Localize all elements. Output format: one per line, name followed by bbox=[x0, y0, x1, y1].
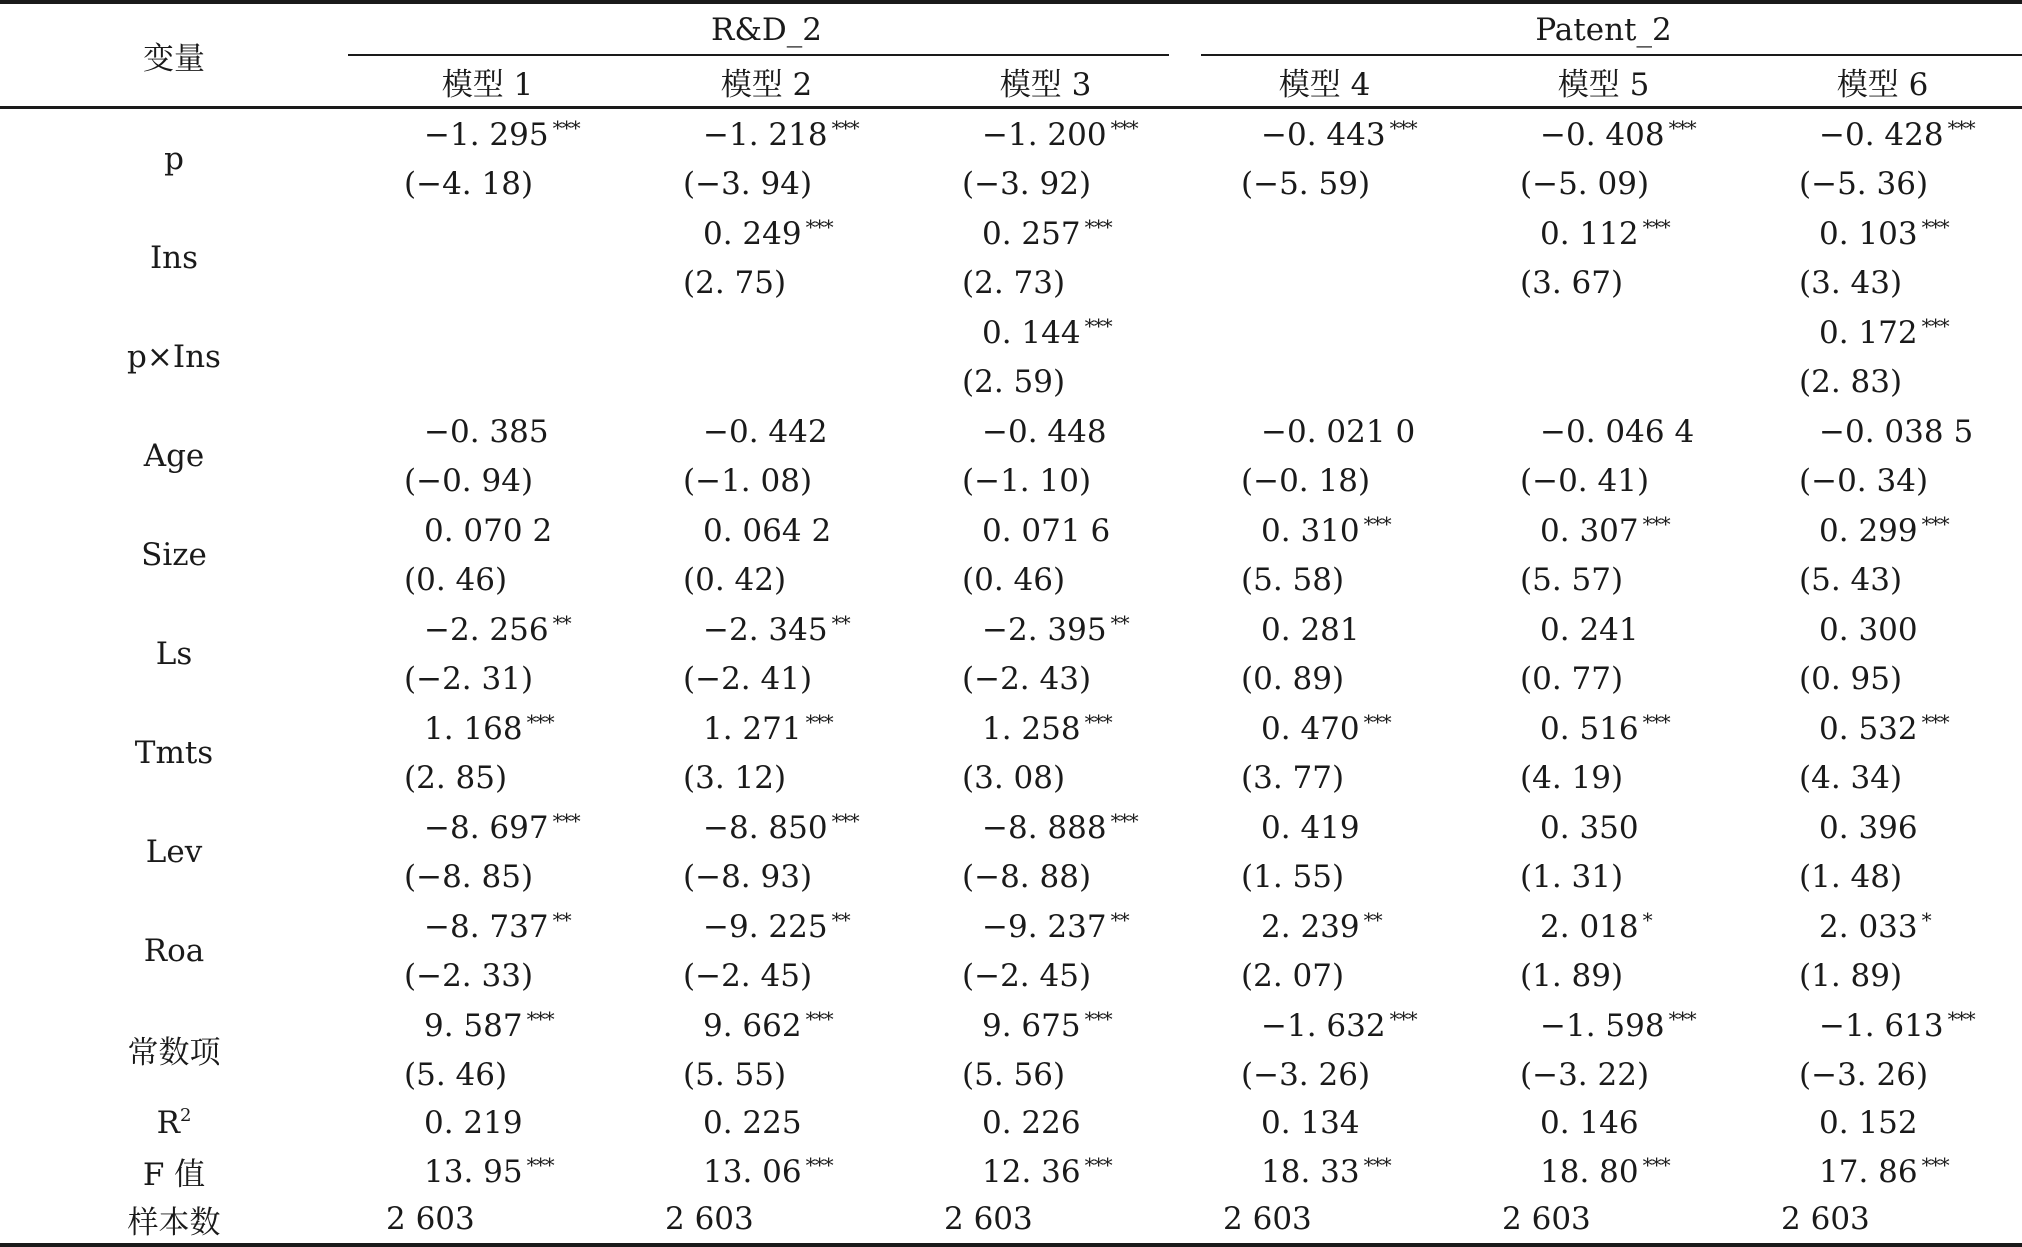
significance-marker: *** bbox=[1084, 214, 1112, 239]
significance-marker: *** bbox=[1084, 313, 1112, 338]
t-statistic-value: (−5. 09) bbox=[1520, 165, 1650, 202]
significance-marker: *** bbox=[1668, 115, 1696, 140]
coefficient-value: 0. 071 6 bbox=[982, 512, 1111, 549]
row-label: Ls bbox=[155, 635, 193, 672]
significance-marker: *** bbox=[526, 709, 554, 734]
variable-row-coefficients bbox=[0, 505, 2022, 555]
sample-size: 2 603 bbox=[665, 1201, 754, 1237]
coefficient-value: −0. 021 0 bbox=[1261, 413, 1416, 450]
t-statistic-value: (3. 12) bbox=[683, 759, 787, 796]
row-label: Age bbox=[143, 437, 205, 474]
coefficient-value: 0. 241 bbox=[1540, 611, 1639, 648]
model-header-5: 模型 5 bbox=[1557, 66, 1650, 103]
group-header-row bbox=[0, 2, 2022, 56]
row-label: Lev bbox=[145, 833, 203, 870]
t-statistic-value: (0. 46) bbox=[404, 561, 508, 598]
coefficient-value: −0. 443 *** bbox=[1261, 115, 1417, 153]
f-value: 13. 06 *** bbox=[703, 1152, 833, 1190]
significance-marker: *** bbox=[1363, 511, 1391, 536]
significance-marker: *** bbox=[1363, 1152, 1391, 1177]
significance-marker: *** bbox=[1921, 214, 1949, 239]
t-statistic-value: (5. 58) bbox=[1241, 561, 1345, 598]
t-statistic-value: (−2. 43) bbox=[962, 660, 1092, 697]
row-label-n: 样本数 bbox=[127, 1204, 221, 1241]
t-statistic-value: (1. 48) bbox=[1799, 858, 1903, 895]
t-statistic-value: (−1. 08) bbox=[683, 462, 813, 499]
significance-marker: *** bbox=[552, 808, 580, 833]
coefficient-value: 9. 675 *** bbox=[982, 1006, 1112, 1044]
t-statistic-value: (4. 19) bbox=[1520, 759, 1624, 796]
significance-marker: *** bbox=[1084, 709, 1112, 734]
row-label: Ins bbox=[149, 239, 199, 276]
coefficient-value: 0. 307 *** bbox=[1540, 511, 1670, 549]
coefficient-value: −0. 448 bbox=[982, 413, 1107, 450]
coefficient-value: −0. 038 5 bbox=[1819, 413, 1974, 450]
coefficient-value: 0. 310 *** bbox=[1261, 511, 1391, 549]
significance-marker: ** bbox=[831, 610, 850, 635]
sample-size: 2 603 bbox=[1781, 1201, 1870, 1237]
row-label: p×Ins bbox=[127, 338, 221, 375]
coefficient-value bbox=[404, 215, 428, 252]
r2-value: 0. 226 bbox=[982, 1105, 1081, 1141]
t-statistic-value: (−4. 18) bbox=[404, 165, 534, 202]
coefficient-value: −9. 237 ** bbox=[982, 907, 1129, 945]
row-label: Size bbox=[141, 536, 207, 573]
significance-marker: *** bbox=[831, 808, 859, 833]
significance-marker: *** bbox=[1084, 1006, 1112, 1031]
significance-marker: *** bbox=[1642, 214, 1670, 239]
coefficient-value: −8. 697 *** bbox=[424, 808, 580, 846]
coefficient-value: −2. 395 ** bbox=[982, 610, 1129, 648]
t-statistic-value: (5. 55) bbox=[683, 1056, 787, 1093]
t-statistic-value: (2. 73) bbox=[962, 264, 1066, 301]
t-statistic-value: (1. 31) bbox=[1520, 858, 1624, 895]
t-statistic-value: (−5. 59) bbox=[1241, 165, 1371, 202]
coefficient-value: 1. 168 *** bbox=[424, 709, 554, 747]
significance-marker: *** bbox=[1363, 709, 1391, 734]
variable-row-coefficients bbox=[0, 406, 2022, 456]
significance-marker: ** bbox=[1110, 907, 1129, 932]
variable-row-coefficients bbox=[0, 604, 2022, 654]
sample-size-row bbox=[0, 1195, 2022, 1245]
significance-marker: *** bbox=[1921, 709, 1949, 734]
row-label: Roa bbox=[143, 932, 205, 969]
r2-value: 0. 225 bbox=[703, 1105, 802, 1141]
coefficient-value: −0. 385 bbox=[424, 413, 549, 450]
significance-marker: *** bbox=[1389, 1006, 1417, 1031]
f-value: 18. 80 *** bbox=[1540, 1152, 1670, 1190]
coefficient-value: −2. 345 ** bbox=[703, 610, 850, 648]
significance-marker: *** bbox=[1389, 115, 1417, 140]
variable-row-coefficients bbox=[0, 901, 2022, 951]
f-value-row bbox=[0, 1147, 2022, 1195]
coefficient-value: 0. 419 bbox=[1261, 809, 1360, 846]
t-statistic-value: (−0. 41) bbox=[1520, 462, 1650, 499]
t-statistic-value: (−2. 31) bbox=[404, 660, 534, 697]
coefficient-value: 0. 103 *** bbox=[1819, 214, 1949, 252]
coefficient-value: −9. 225 ** bbox=[703, 907, 850, 945]
coefficient-value: 0. 281 bbox=[1261, 611, 1360, 648]
coefficient-value: −0. 408 *** bbox=[1540, 115, 1696, 153]
t-statistic-value: (−8. 85) bbox=[404, 858, 534, 895]
group-header-rd: R&D_2 bbox=[348, 2, 1185, 56]
coefficient-value: −1. 200 *** bbox=[982, 115, 1138, 153]
sample-size: 2 603 bbox=[1502, 1201, 1591, 1237]
t-statistic-value: (5. 57) bbox=[1520, 561, 1624, 598]
t-statistic-value: (−0. 94) bbox=[404, 462, 534, 499]
coefficient-value: −1. 598 *** bbox=[1540, 1006, 1696, 1044]
coefficient-value: 1. 271 *** bbox=[703, 709, 833, 747]
sample-size: 2 603 bbox=[386, 1201, 475, 1237]
coefficient-value bbox=[1241, 314, 1265, 351]
significance-marker: *** bbox=[805, 214, 833, 239]
model-header-1: 模型 1 bbox=[441, 66, 534, 103]
t-statistic-value: (−5. 36) bbox=[1799, 165, 1929, 202]
coefficient-value: −1. 613 *** bbox=[1819, 1006, 1975, 1044]
t-statistic-value: (5. 46) bbox=[404, 1056, 508, 1093]
t-statistic-value: (1. 89) bbox=[1520, 957, 1624, 994]
t-statistic-value: (3. 43) bbox=[1799, 264, 1903, 301]
coefficient-value: 0. 532 *** bbox=[1819, 709, 1949, 747]
coefficient-value: 9. 662 *** bbox=[703, 1006, 833, 1044]
significance-marker: ** bbox=[831, 907, 850, 932]
t-statistic-value: (−2. 41) bbox=[683, 660, 813, 697]
significance-marker: *** bbox=[805, 709, 833, 734]
r2-value: 0. 219 bbox=[424, 1105, 523, 1141]
significance-marker: * bbox=[1921, 907, 1931, 932]
t-statistic-value: (5. 43) bbox=[1799, 561, 1903, 598]
table-body bbox=[0, 108, 2022, 1246]
t-statistic-value: (−3. 94) bbox=[683, 165, 813, 202]
f-value: 17. 86 *** bbox=[1819, 1152, 1949, 1190]
row-label-f: F 值 bbox=[142, 1156, 206, 1193]
significance-marker: *** bbox=[1921, 511, 1949, 536]
t-statistic-value: (−1. 10) bbox=[962, 462, 1092, 499]
significance-marker: *** bbox=[1642, 709, 1670, 734]
significance-marker: *** bbox=[1921, 313, 1949, 338]
coefficient-value: 0. 144 *** bbox=[982, 313, 1112, 351]
coefficient-value bbox=[1241, 215, 1265, 252]
coefficient-value: −8. 850 *** bbox=[703, 808, 859, 846]
r2-value: 0. 134 bbox=[1261, 1105, 1360, 1141]
variable-row-coefficients bbox=[0, 208, 2022, 258]
variable-header: 变量 bbox=[143, 40, 205, 77]
t-statistic-value: (3. 67) bbox=[1520, 264, 1624, 301]
sample-size: 2 603 bbox=[1223, 1201, 1312, 1237]
variable-row-coefficients bbox=[0, 703, 2022, 753]
t-statistic-value: (2. 59) bbox=[962, 363, 1066, 400]
significance-marker: *** bbox=[805, 1006, 833, 1031]
significance-marker: *** bbox=[1668, 1006, 1696, 1031]
model-header-6: 模型 6 bbox=[1836, 66, 1929, 103]
coefficient-value: −0. 046 4 bbox=[1540, 413, 1695, 450]
coefficient-value: 9. 587 *** bbox=[424, 1006, 554, 1044]
coefficient-value: −1. 632 *** bbox=[1261, 1006, 1417, 1044]
significance-marker: *** bbox=[1947, 115, 1975, 140]
coefficient-value bbox=[1520, 314, 1544, 351]
t-statistic-value: (−3. 22) bbox=[1520, 1056, 1650, 1093]
t-statistic-value: (−3. 92) bbox=[962, 165, 1092, 202]
coefficient-value: 0. 172 *** bbox=[1819, 313, 1949, 351]
significance-marker: *** bbox=[526, 1006, 554, 1031]
t-statistic-value: (2. 75) bbox=[683, 264, 787, 301]
significance-marker: *** bbox=[1642, 511, 1670, 536]
coefficient-value: 0. 350 bbox=[1540, 809, 1639, 846]
t-statistic-value: (−3. 26) bbox=[1241, 1056, 1371, 1093]
t-statistic-value: (4. 34) bbox=[1799, 759, 1903, 796]
significance-marker: ** bbox=[552, 610, 571, 635]
coefficient-value: 0. 396 bbox=[1819, 809, 1918, 846]
t-statistic-value: (2. 07) bbox=[1241, 957, 1345, 994]
t-statistic-value: (−2. 45) bbox=[683, 957, 813, 994]
significance-marker: *** bbox=[805, 1152, 833, 1177]
significance-marker: ** bbox=[552, 907, 571, 932]
significance-marker: * bbox=[1642, 907, 1652, 932]
row-label: 常数项 bbox=[127, 1035, 221, 1071]
t-statistic-value: (−0. 34) bbox=[1799, 462, 1929, 499]
t-statistic-value: (1. 89) bbox=[1799, 957, 1903, 994]
coefficient-value: 0. 257 *** bbox=[982, 214, 1112, 252]
t-statistic-value: (−3. 26) bbox=[1799, 1056, 1929, 1093]
coefficient-value: −1. 218 *** bbox=[703, 115, 859, 153]
f-value: 12. 36 *** bbox=[982, 1152, 1112, 1190]
row-label: p bbox=[164, 140, 184, 177]
coefficient-value: −1. 295 *** bbox=[424, 115, 580, 153]
significance-marker: *** bbox=[552, 115, 580, 140]
f-value: 13. 95 *** bbox=[424, 1152, 554, 1190]
t-statistic-value: (3. 77) bbox=[1241, 759, 1345, 796]
coefficient-value: −8. 737 ** bbox=[424, 907, 571, 945]
coefficient-value: 0. 299 *** bbox=[1819, 511, 1949, 549]
coefficient-value: 0. 112 *** bbox=[1540, 214, 1670, 252]
significance-marker: *** bbox=[1642, 1152, 1670, 1177]
t-statistic-value: (0. 77) bbox=[1520, 660, 1624, 697]
significance-marker: *** bbox=[1947, 1006, 1975, 1031]
t-statistic-value: (0. 95) bbox=[1799, 660, 1903, 697]
coefficient-value: −8. 888 *** bbox=[982, 808, 1138, 846]
t-statistic-value: (0. 42) bbox=[683, 561, 787, 598]
coefficient-value: 2. 239 ** bbox=[1261, 907, 1382, 945]
coefficient-value: −0. 442 bbox=[703, 413, 828, 450]
t-statistic-value: (−8. 93) bbox=[683, 858, 813, 895]
row-label: Tmts bbox=[134, 734, 214, 771]
t-statistic-value: (2. 85) bbox=[404, 759, 508, 796]
model-header-2: 模型 2 bbox=[720, 66, 813, 103]
t-statistic-value: (0. 46) bbox=[962, 561, 1066, 598]
t-statistic-value: (5. 56) bbox=[962, 1056, 1066, 1093]
model-header-4: 模型 4 bbox=[1278, 66, 1371, 103]
coefficient-value: 0. 070 2 bbox=[424, 512, 553, 549]
coefficient-value bbox=[404, 314, 428, 351]
f-value: 18. 33 *** bbox=[1261, 1152, 1391, 1190]
coefficient-value: 0. 470 *** bbox=[1261, 709, 1391, 747]
t-statistic-value: (2. 83) bbox=[1799, 363, 1903, 400]
coefficient-value: 2. 033 * bbox=[1819, 907, 1931, 945]
coefficient-value bbox=[683, 314, 707, 351]
coefficient-value: 0. 300 bbox=[1819, 611, 1918, 648]
significance-marker: *** bbox=[1110, 115, 1138, 140]
t-statistic-value: (0. 89) bbox=[1241, 660, 1345, 697]
group-header-patent: Patent_2 bbox=[1185, 2, 2022, 56]
significance-marker: *** bbox=[1921, 1152, 1949, 1177]
model-header-3: 模型 3 bbox=[999, 66, 1092, 103]
t-statistic-value: (−8. 88) bbox=[962, 858, 1092, 895]
t-statistic-value: (−2. 45) bbox=[962, 957, 1092, 994]
t-statistic-value: (−0. 18) bbox=[1241, 462, 1371, 499]
variable-row-coefficients bbox=[0, 307, 2022, 357]
significance-marker: *** bbox=[831, 115, 859, 140]
t-statistic-value: (1. 55) bbox=[1241, 858, 1345, 895]
t-statistic-value: (−2. 33) bbox=[404, 957, 534, 994]
coefficient-value: 2. 018 * bbox=[1540, 907, 1652, 945]
significance-marker: ** bbox=[1363, 907, 1382, 932]
sample-size: 2 603 bbox=[944, 1201, 1033, 1237]
coefficient-value: 0. 249 *** bbox=[703, 214, 833, 252]
variable-row-coefficients bbox=[0, 1000, 2022, 1050]
r2-row bbox=[0, 1099, 2022, 1147]
coefficient-value: −0. 428 *** bbox=[1819, 115, 1975, 153]
significance-marker: *** bbox=[526, 1152, 554, 1177]
t-statistic-value: (3. 08) bbox=[962, 759, 1066, 796]
significance-marker: ** bbox=[1110, 610, 1129, 635]
r2-value: 0. 152 bbox=[1819, 1105, 1918, 1141]
coefficient-value: −2. 256 ** bbox=[424, 610, 571, 648]
coefficient-value: 1. 258 *** bbox=[982, 709, 1112, 747]
coefficient-value: 0. 064 2 bbox=[703, 512, 832, 549]
coefficient-value: 0. 516 *** bbox=[1540, 709, 1670, 747]
significance-marker: *** bbox=[1110, 808, 1138, 833]
r2-value: 0. 146 bbox=[1540, 1105, 1639, 1141]
row-label-r2: $R^2$ bbox=[156, 1105, 192, 1141]
variable-row-coefficients bbox=[0, 108, 2022, 160]
variable-row-coefficients bbox=[0, 802, 2022, 852]
significance-marker: *** bbox=[1084, 1152, 1112, 1177]
